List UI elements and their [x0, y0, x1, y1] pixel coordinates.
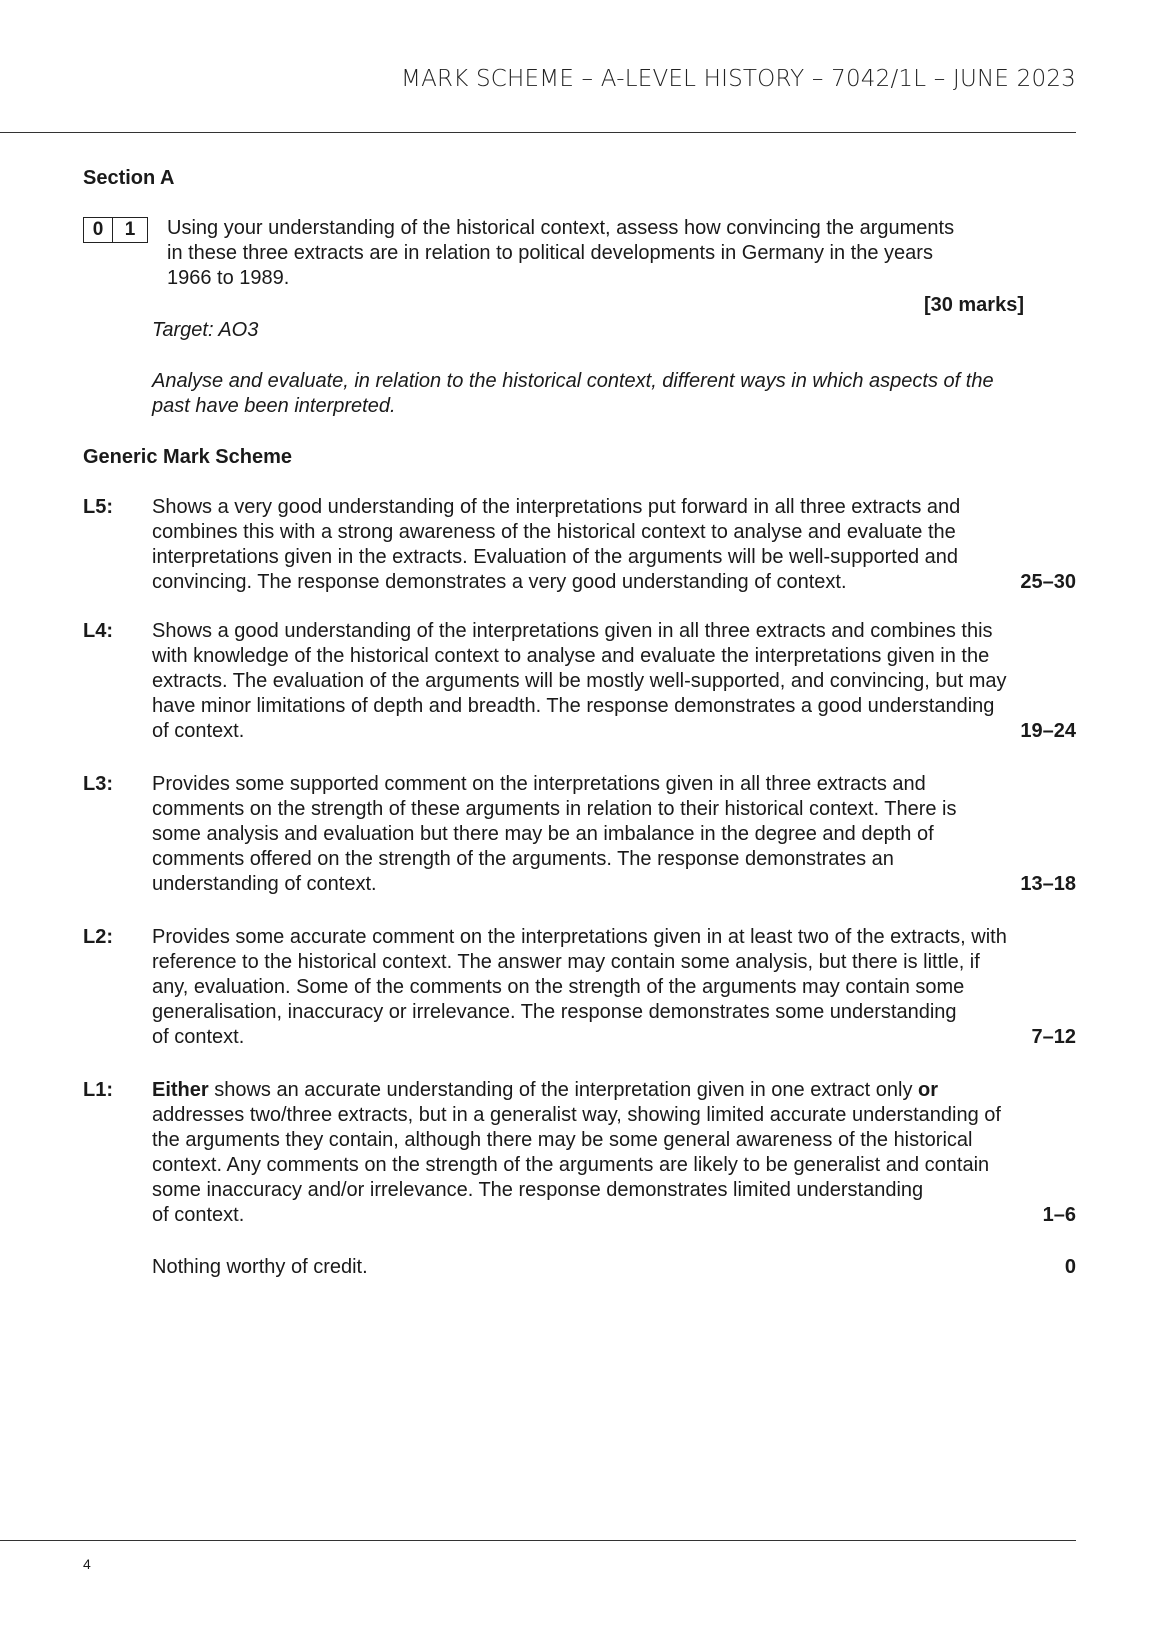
level-line: the arguments they contain, although there may be some general awareness of the historical — [152, 1129, 973, 1151]
level-line: generalisation, inaccuracy or irrelevance. The response demonstrates some understanding — [152, 1001, 957, 1023]
mark-band: 25–30 — [1020, 571, 1076, 593]
level-line: some analysis and evaluation but there may be an imbalance in the degree and depth of — [152, 823, 934, 845]
level-line: understanding of context. — [152, 873, 377, 895]
mark-band: 0 — [1064, 1256, 1076, 1278]
level-description — [152, 1078, 1076, 1228]
question-number-digit: 0 — [83, 217, 113, 243]
section-title: Section A — [83, 167, 175, 189]
level-line: convincing. The response demonstrates a very good understanding of context. — [152, 571, 847, 593]
level-line: with knowledge of the historical context to analyse and evaluate the interpretations given in the — [152, 645, 990, 667]
level-line: context. Any comments on the strength of the arguments are likely to be generalist and contain — [152, 1154, 990, 1176]
level-line: comments on the strength of these arguments in relation to their historical context. There is — [152, 798, 957, 820]
level-code: L2: — [83, 926, 113, 948]
level-code: L5: — [83, 496, 113, 518]
question-line: in these three extracts are in relation to political developments in Germany in the years — [167, 242, 933, 264]
footer-rule — [0, 1540, 1076, 1541]
level-line: Shows a good understanding of the interpretations given in all three extracts and combines this — [152, 620, 993, 642]
page-number: 4 — [83, 1556, 91, 1572]
level-code: L1: — [83, 1079, 113, 1101]
level-line: Provides some accurate comment on the interpretations given in at least two of the extracts, with — [152, 926, 1007, 948]
mark-band: 1–6 — [1042, 1204, 1076, 1226]
question-number-digit: 1 — [113, 217, 148, 243]
either-keyword: Either — [152, 1079, 209, 1101]
question-line: 1966 to 1989. — [167, 267, 290, 289]
level-line: shows an accurate understanding of the interpretation given in one extract only — [208, 1079, 919, 1101]
question-number-box — [83, 217, 148, 243]
level-description — [152, 619, 1076, 744]
level-line: reference to the historical context. The answer may contain some analysis, but there is little, if — [152, 951, 980, 973]
level-line: have minor limitations of depth and breadth. The response demonstrates a good understanding — [152, 695, 995, 717]
level-line: extracts. The evaluation of the arguments will be mostly well-supported, and convincing, but may — [152, 670, 1007, 692]
level-line: Shows a very good understanding of the interpretations put forward in all three extracts and — [152, 496, 961, 518]
objective-line: past have been interpreted. — [152, 395, 396, 417]
level-description — [152, 925, 1076, 1050]
level-line: combines this with a strong awareness of the historical context to analyse and evaluate the — [152, 521, 956, 543]
level-line: of context. — [152, 1204, 245, 1226]
mark-band: 19–24 — [1020, 720, 1076, 742]
level-line: of context. — [152, 1026, 245, 1048]
mark-band: 13–18 — [1020, 873, 1076, 895]
level-code: L3: — [83, 773, 113, 795]
assessment-objective — [152, 369, 1072, 419]
level-line: any, evaluation. Some of the comments on the strength of the arguments may contain some — [152, 976, 965, 998]
nothing-worthy-text: Nothing worthy of credit. — [152, 1256, 368, 1278]
question-text — [167, 216, 1027, 291]
level-line: of context. — [152, 720, 245, 742]
level-line: interpretations given in the extracts. Evaluation of the arguments will be well-supported and — [152, 546, 959, 568]
level-line: some inaccuracy and/or irrelevance. The response demonstrates limited understanding — [152, 1179, 924, 1201]
level-line: addresses two/three extracts, but in a generalist way, showing limited accurate understanding of — [152, 1104, 1001, 1126]
objective-line: Analyse and evaluate, in relation to the historical context, different ways in which aspects of the — [152, 370, 994, 392]
nothing-worthy-row — [152, 1256, 1076, 1279]
level-line: Provides some supported comment on the interpretations given in all three extracts and — [152, 773, 926, 795]
or-keyword: or — [918, 1079, 939, 1101]
level-line: comments offered on the strength of the arguments. The response demonstrates an — [152, 848, 894, 870]
header-rule — [0, 132, 1076, 133]
level-description — [152, 495, 1076, 595]
level-code: L4: — [83, 620, 113, 642]
question-line: Using your understanding of the historical context, assess how convincing the arguments — [167, 217, 955, 239]
mark-band: 7–12 — [1031, 1026, 1076, 1048]
generic-mark-scheme-title: Generic Mark Scheme — [83, 446, 292, 468]
level-description — [152, 772, 1076, 897]
question-marks: [30 marks] — [923, 294, 1024, 316]
page-header-title: MARK SCHEME – A-LEVEL HISTORY – 7042/1L – JUNE 2023 — [401, 66, 1076, 92]
assessment-target: Target: AO3 — [152, 319, 259, 341]
